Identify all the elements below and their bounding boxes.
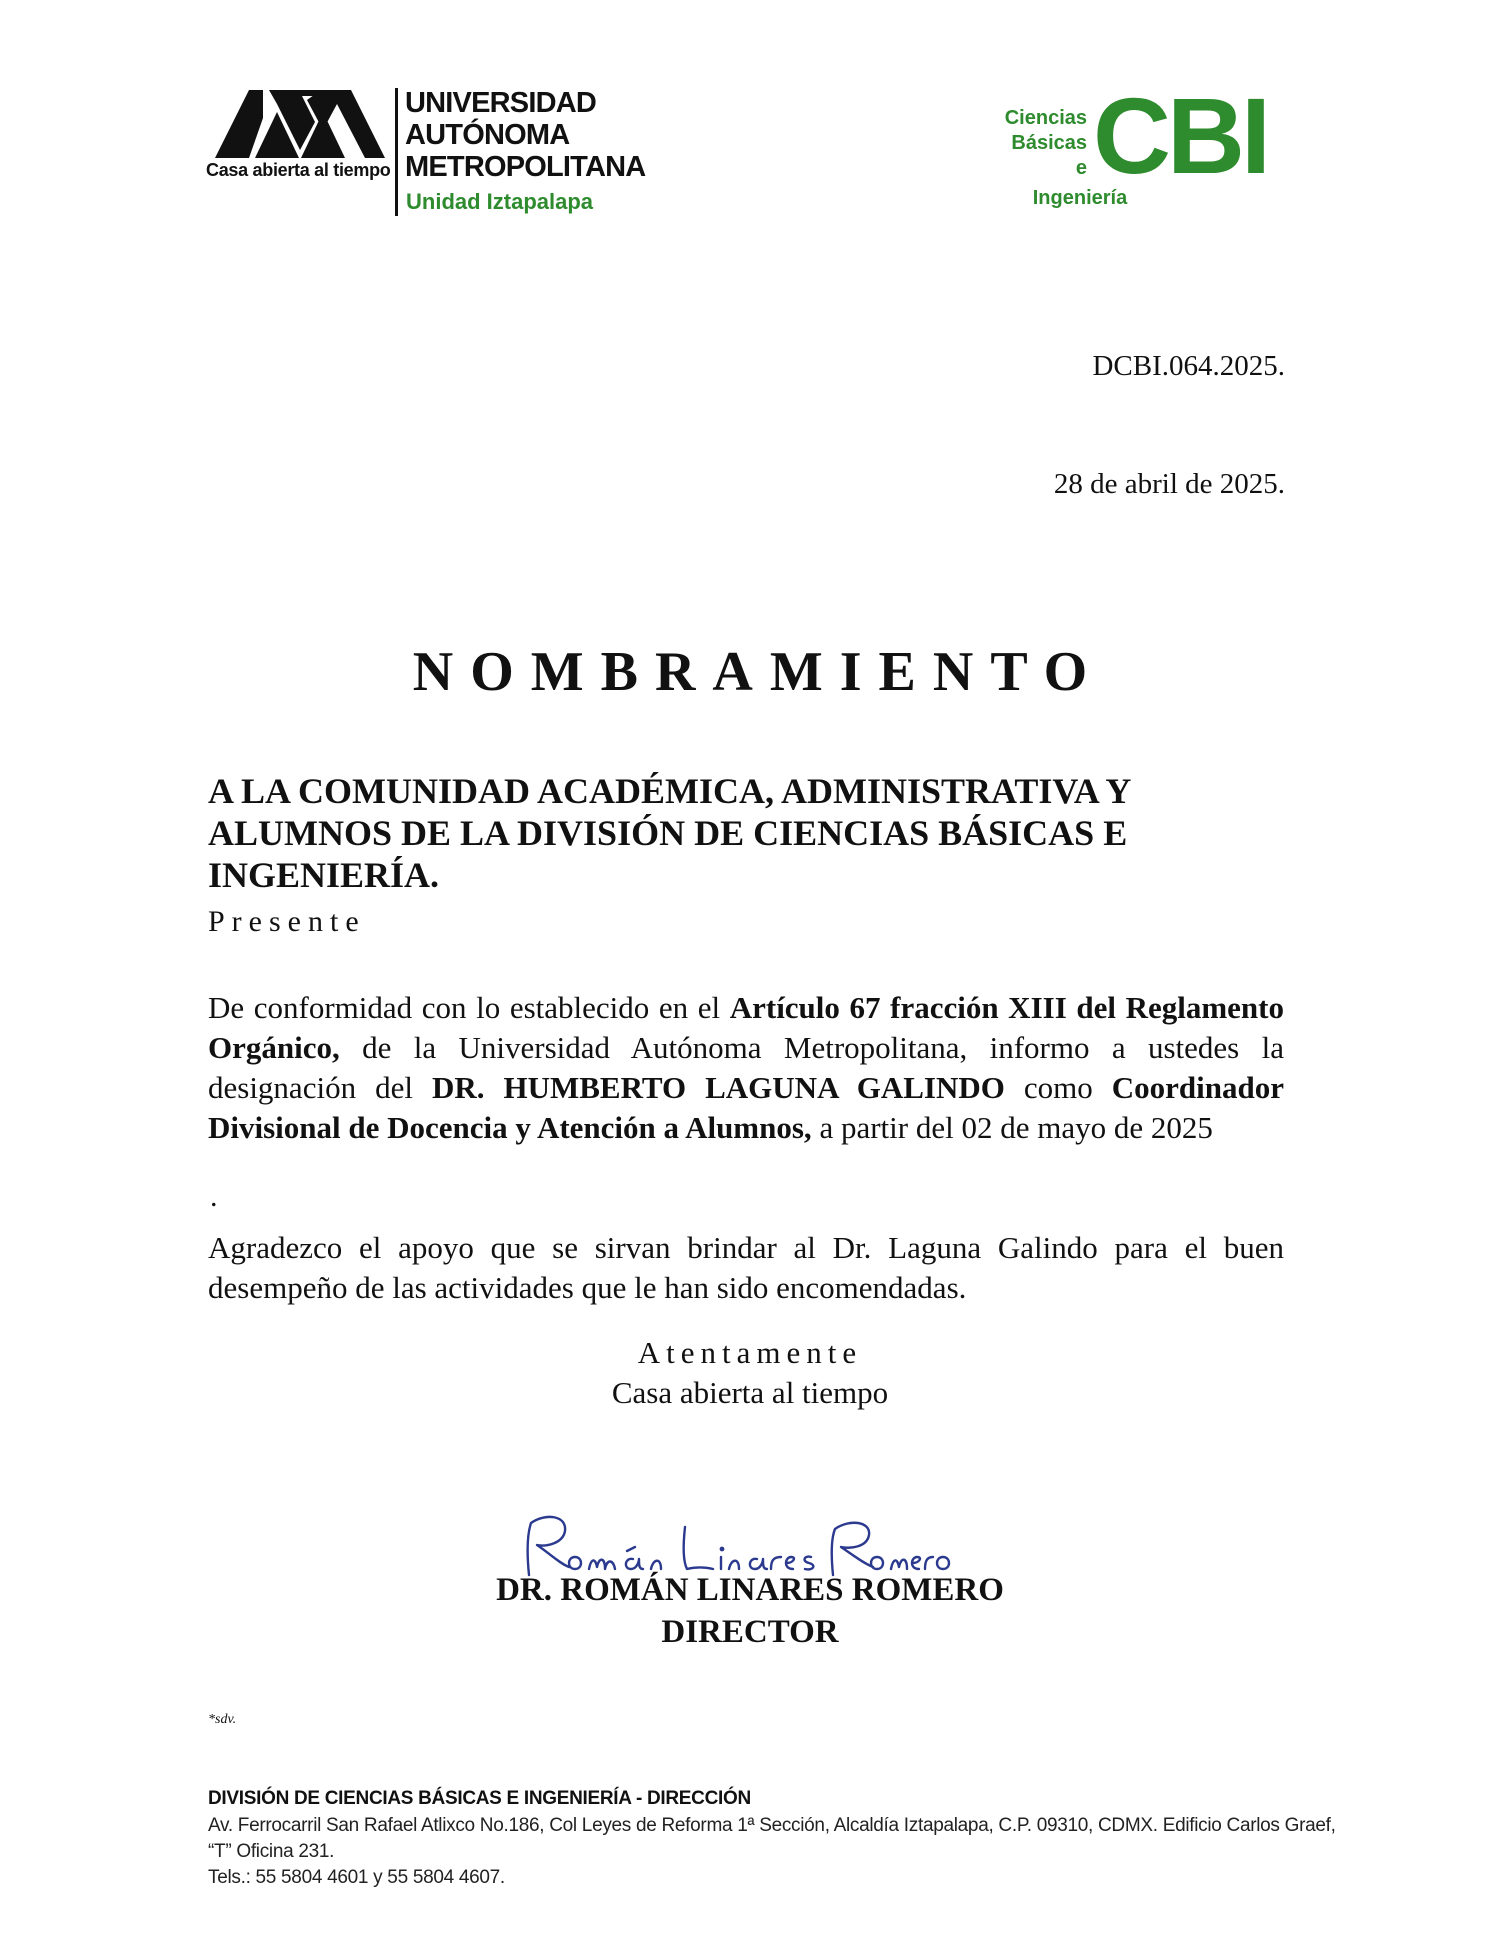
- salutation: Presente: [208, 905, 366, 938]
- stray-dot: .: [210, 1180, 218, 1213]
- footer-address: Av. Ferrocarril San Rafael Atlixco No.186, Col Leyes de Reforma 1ª Sección, Alcaldía Iztapalapa, C.P. 09310, CDMX. Edificio Carlos Graef, “T” Oficina 231.: [208, 1815, 1336, 1862]
- addressee-heading: A LA COMUNIDAD ACADÉMICA, ADMINISTRATIVA Y ALUMNOS DE LA DIVISIÓN DE CIENCIAS BÁSICAS E INGENIERÍA.: [208, 771, 1131, 895]
- footer-phones: Tels.: 55 5804 4601 y 55 5804 4607.: [208, 1867, 505, 1888]
- uam-motto: Casa abierta al tiempo: [206, 160, 391, 180]
- uam-unit: Unidad Iztapalapa: [406, 189, 594, 214]
- paragraph-designation: De conformidad con lo establecido en el Artículo 67 fracción XIII del Reglamento Orgánico, de la Universidad Autónoma Metropolitana, informo a ustedes la designación del DR. HUMBERTO LAGUNA GALINDO como Coordinador Divisional de Docencia y Atención a Alumnos, a partir del 02 de mayo de 2025: [208, 990, 1284, 1145]
- uam-name-line1: UNIVERSIDAD: [405, 87, 596, 119]
- typist-initials: *sdv.: [208, 1712, 237, 1727]
- cbi-logo-line1: Ciencias: [1004, 107, 1087, 129]
- uam-name-line2: AUTÓNOMA: [405, 119, 570, 151]
- document-reference: DCBI.064.2025.: [1092, 350, 1285, 382]
- document-date: 28 de abril de 2025.: [1053, 468, 1285, 500]
- uam-logo-divider: [395, 88, 398, 216]
- cbi-logo-line2: Básicas: [1011, 132, 1087, 154]
- cbi-logo-acronym: CBI: [1093, 75, 1267, 196]
- closing-motto: Casa abierta al tiempo: [611, 1375, 889, 1410]
- cbi-logo-line4: Ingeniería: [1032, 187, 1128, 209]
- cbi-logo-line3: e: [1075, 157, 1087, 179]
- closing: Atentamente: [637, 1335, 863, 1370]
- paragraph-thanks: Agradezco el apoyo que se sirvan brindar al Dr. Laguna Galindo para el buen desempeño de las actividades que le han sido encomendadas.: [208, 1230, 1284, 1305]
- uam-name-line3: METROPOLITANA: [405, 151, 646, 183]
- signer-name: DR. ROMÁN LINARES ROMERO: [496, 1572, 1004, 1608]
- uam-logo-mark-icon: [215, 90, 385, 158]
- document-title: NOMBRAMIENTO: [412, 641, 1105, 703]
- footer-title: DIVISIÓN DE CIENCIAS BÁSICAS E INGENIERÍA - DIRECCIÓN: [208, 1788, 751, 1809]
- signer-role: DIRECTOR: [661, 1614, 839, 1650]
